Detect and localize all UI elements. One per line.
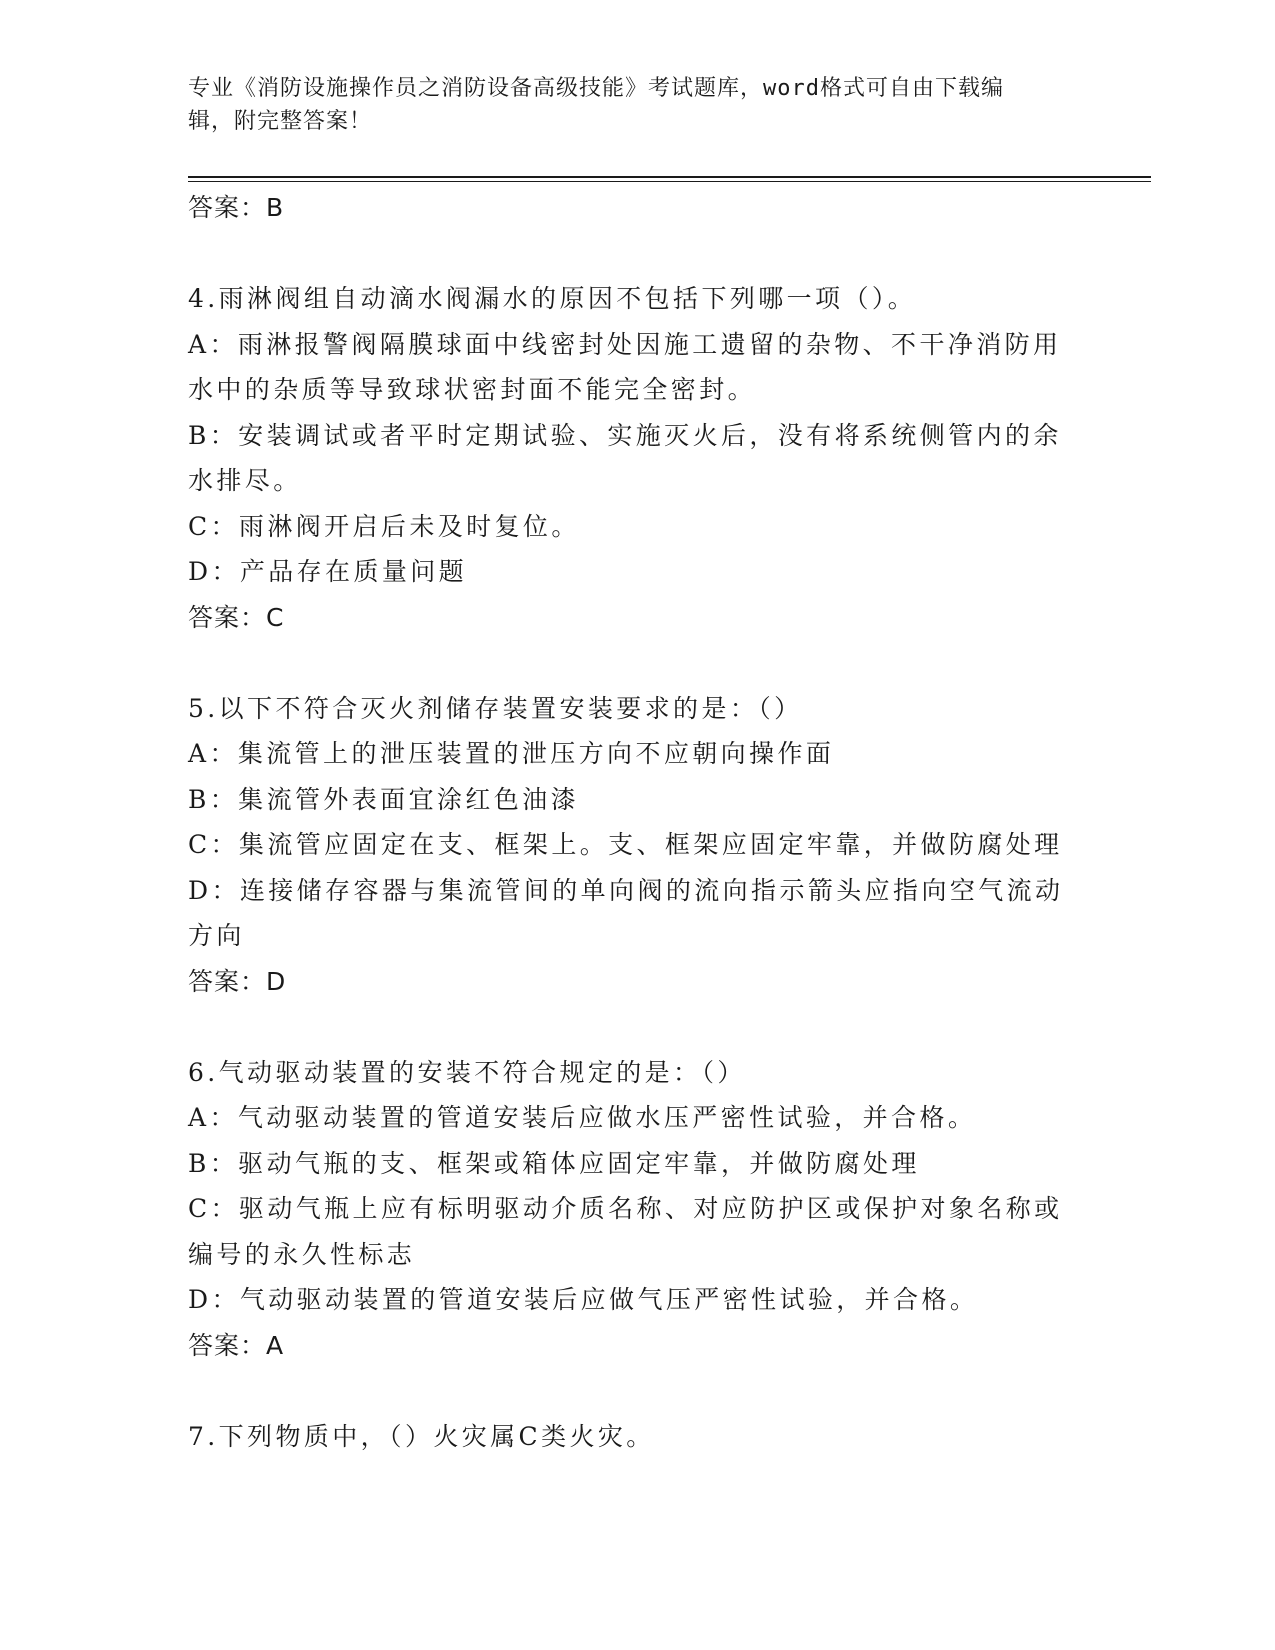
option-a-cont: 水中的杂质等导致球状密封面不能完全密封。 [188,375,757,404]
spacer [188,1368,1088,1414]
spacer [188,640,1088,686]
spacer [188,1004,1088,1050]
option-a: A：气动驱动装置的管道安装后应做水压严密性试验，并合格。 [188,1103,977,1132]
header-line-2: 辑，附完整答案！ [188,109,373,134]
question-4 [188,276,1088,640]
spacer [188,231,1088,277]
question-stem: 5.以下不符合灭火剂储存装置安装要求的是：（） [188,693,803,723]
question-stem: 7.下列物质中，（）火灾属C类火灾。 [188,1421,655,1451]
page-header [188,72,1068,138]
question-stem: 4.雨淋阀组自动滴水阀漏水的原因不包括下列哪一项（）。 [188,284,917,313]
question-stem: 6.气动驱动装置的安装不符合规定的是：（） [188,1057,746,1087]
question-7 [188,1414,1088,1460]
question-content [188,185,1088,1459]
answer-q6: 答案：A [188,1330,285,1360]
option-d: D：产品存在质量问题 [188,557,468,586]
option-a: A：集流管上的泄压装置的泄压方向不应朝向操作面 [188,739,835,768]
option-a: A：雨淋报警阀隔膜球面中线密封处因施工遗留的杂物、不干净消防用 [188,329,1062,359]
header-divider-thick [188,176,1151,178]
question-5 [188,686,1088,1005]
option-b: B：安装调试或者平时定期试验、实施灭火后，没有将系统侧管内的余 [188,420,1062,450]
answer-q5: 答案：D [188,966,287,996]
option-c: C：雨淋阀开启后未及时复位。 [188,511,580,541]
header-line-1: 专业《消防设施操作员之消防设备高级技能》考试题库，word格式可自由下载编 [188,76,1004,101]
header-divider-thin [188,181,1151,182]
option-c-cont: 编号的永久性标志 [188,1239,416,1269]
option-b: B：驱动气瓶的支、框架或箱体应固定牢靠，并做防腐处理 [188,1148,920,1178]
option-c: C：集流管应固定在支、框架上。支、框架应固定牢靠，并做防腐处理 [188,830,1063,859]
option-c: C：驱动气瓶上应有标明驱动介质名称、对应防护区或保护对象名称或 [188,1194,1063,1223]
question-6 [188,1050,1088,1369]
answer-q3: 答案：B [188,193,285,222]
option-b: B：集流管外表面宜涂红色油漆 [188,784,579,814]
option-d: D：连接储存容器与集流管间的单向阀的流向指示箭头应指向空气流动 [188,875,1064,905]
option-d-cont: 方向 [188,921,245,950]
answer-q4: 答案：C [188,602,285,632]
option-d: D：气动驱动装置的管道安装后应做气压严密性试验，并合格。 [188,1285,979,1314]
option-b-cont: 水排尽。 [188,466,302,495]
